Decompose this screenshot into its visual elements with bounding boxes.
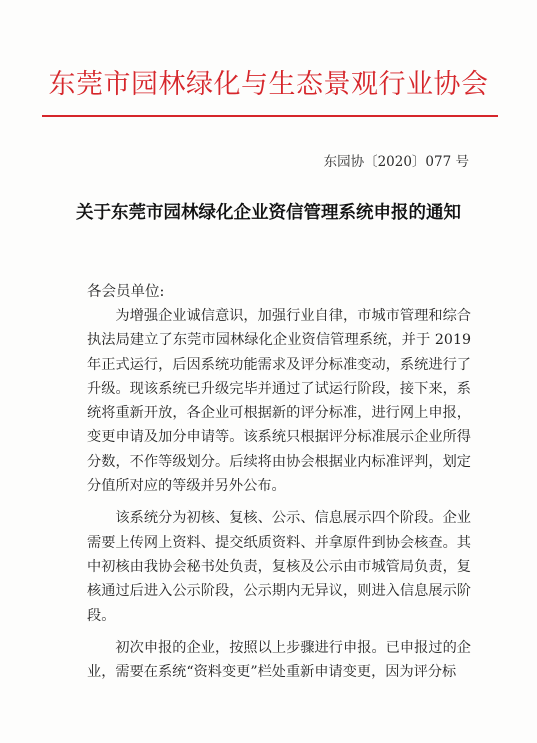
document-title: 关于东莞市园林绿化企业资信管理系统申报的通知 xyxy=(76,203,461,223)
paragraph-1: 为增强企业诚信意识，加强行业自律，市城市管理和综合执法局建立了东莞市园林绿化企业资信管理系统，并于 2019 年正式运行，后因系统功能需求及评分标准变动，系统进行了升级。现该系统已升级完毕并通过了试运行阶段，接下来，系统将重新开放，各企业可根据新的评分标准，进行网上申报，变更申请及加分申请等。该系统只根据评分标准展示企业所得分数，不作等级划分。后续将由协会根据业内标准评判，划定分值所对应的等级并另外公布。 xyxy=(87,308,471,495)
paragraph-3: 初次申报的企业，按照以上步骤进行申报。已申报过的企业，需要在系统“资料变更”栏处重新申请变更，因为评分标 xyxy=(87,639,471,681)
body-text xyxy=(87,304,471,692)
salutation: 各会员单位: xyxy=(87,284,165,300)
document-number: 东园协〔2020〕077 号 xyxy=(323,154,469,170)
paragraph-2: 该系统分为初核、复核、公示、信息展示四个阶段。企业需要上传网上资料、提交纸质资料、并拿原件到协会核查。其中初核由我协会秘书处负责，复核及公示由市城管局负责，复核通过后进入公示阶段，公示期内无异议，则进入信息展示阶段。 xyxy=(87,510,471,624)
header-divider xyxy=(42,115,498,117)
organization-header: 东莞市园林绿化与生态景观行业协会 xyxy=(48,69,489,100)
